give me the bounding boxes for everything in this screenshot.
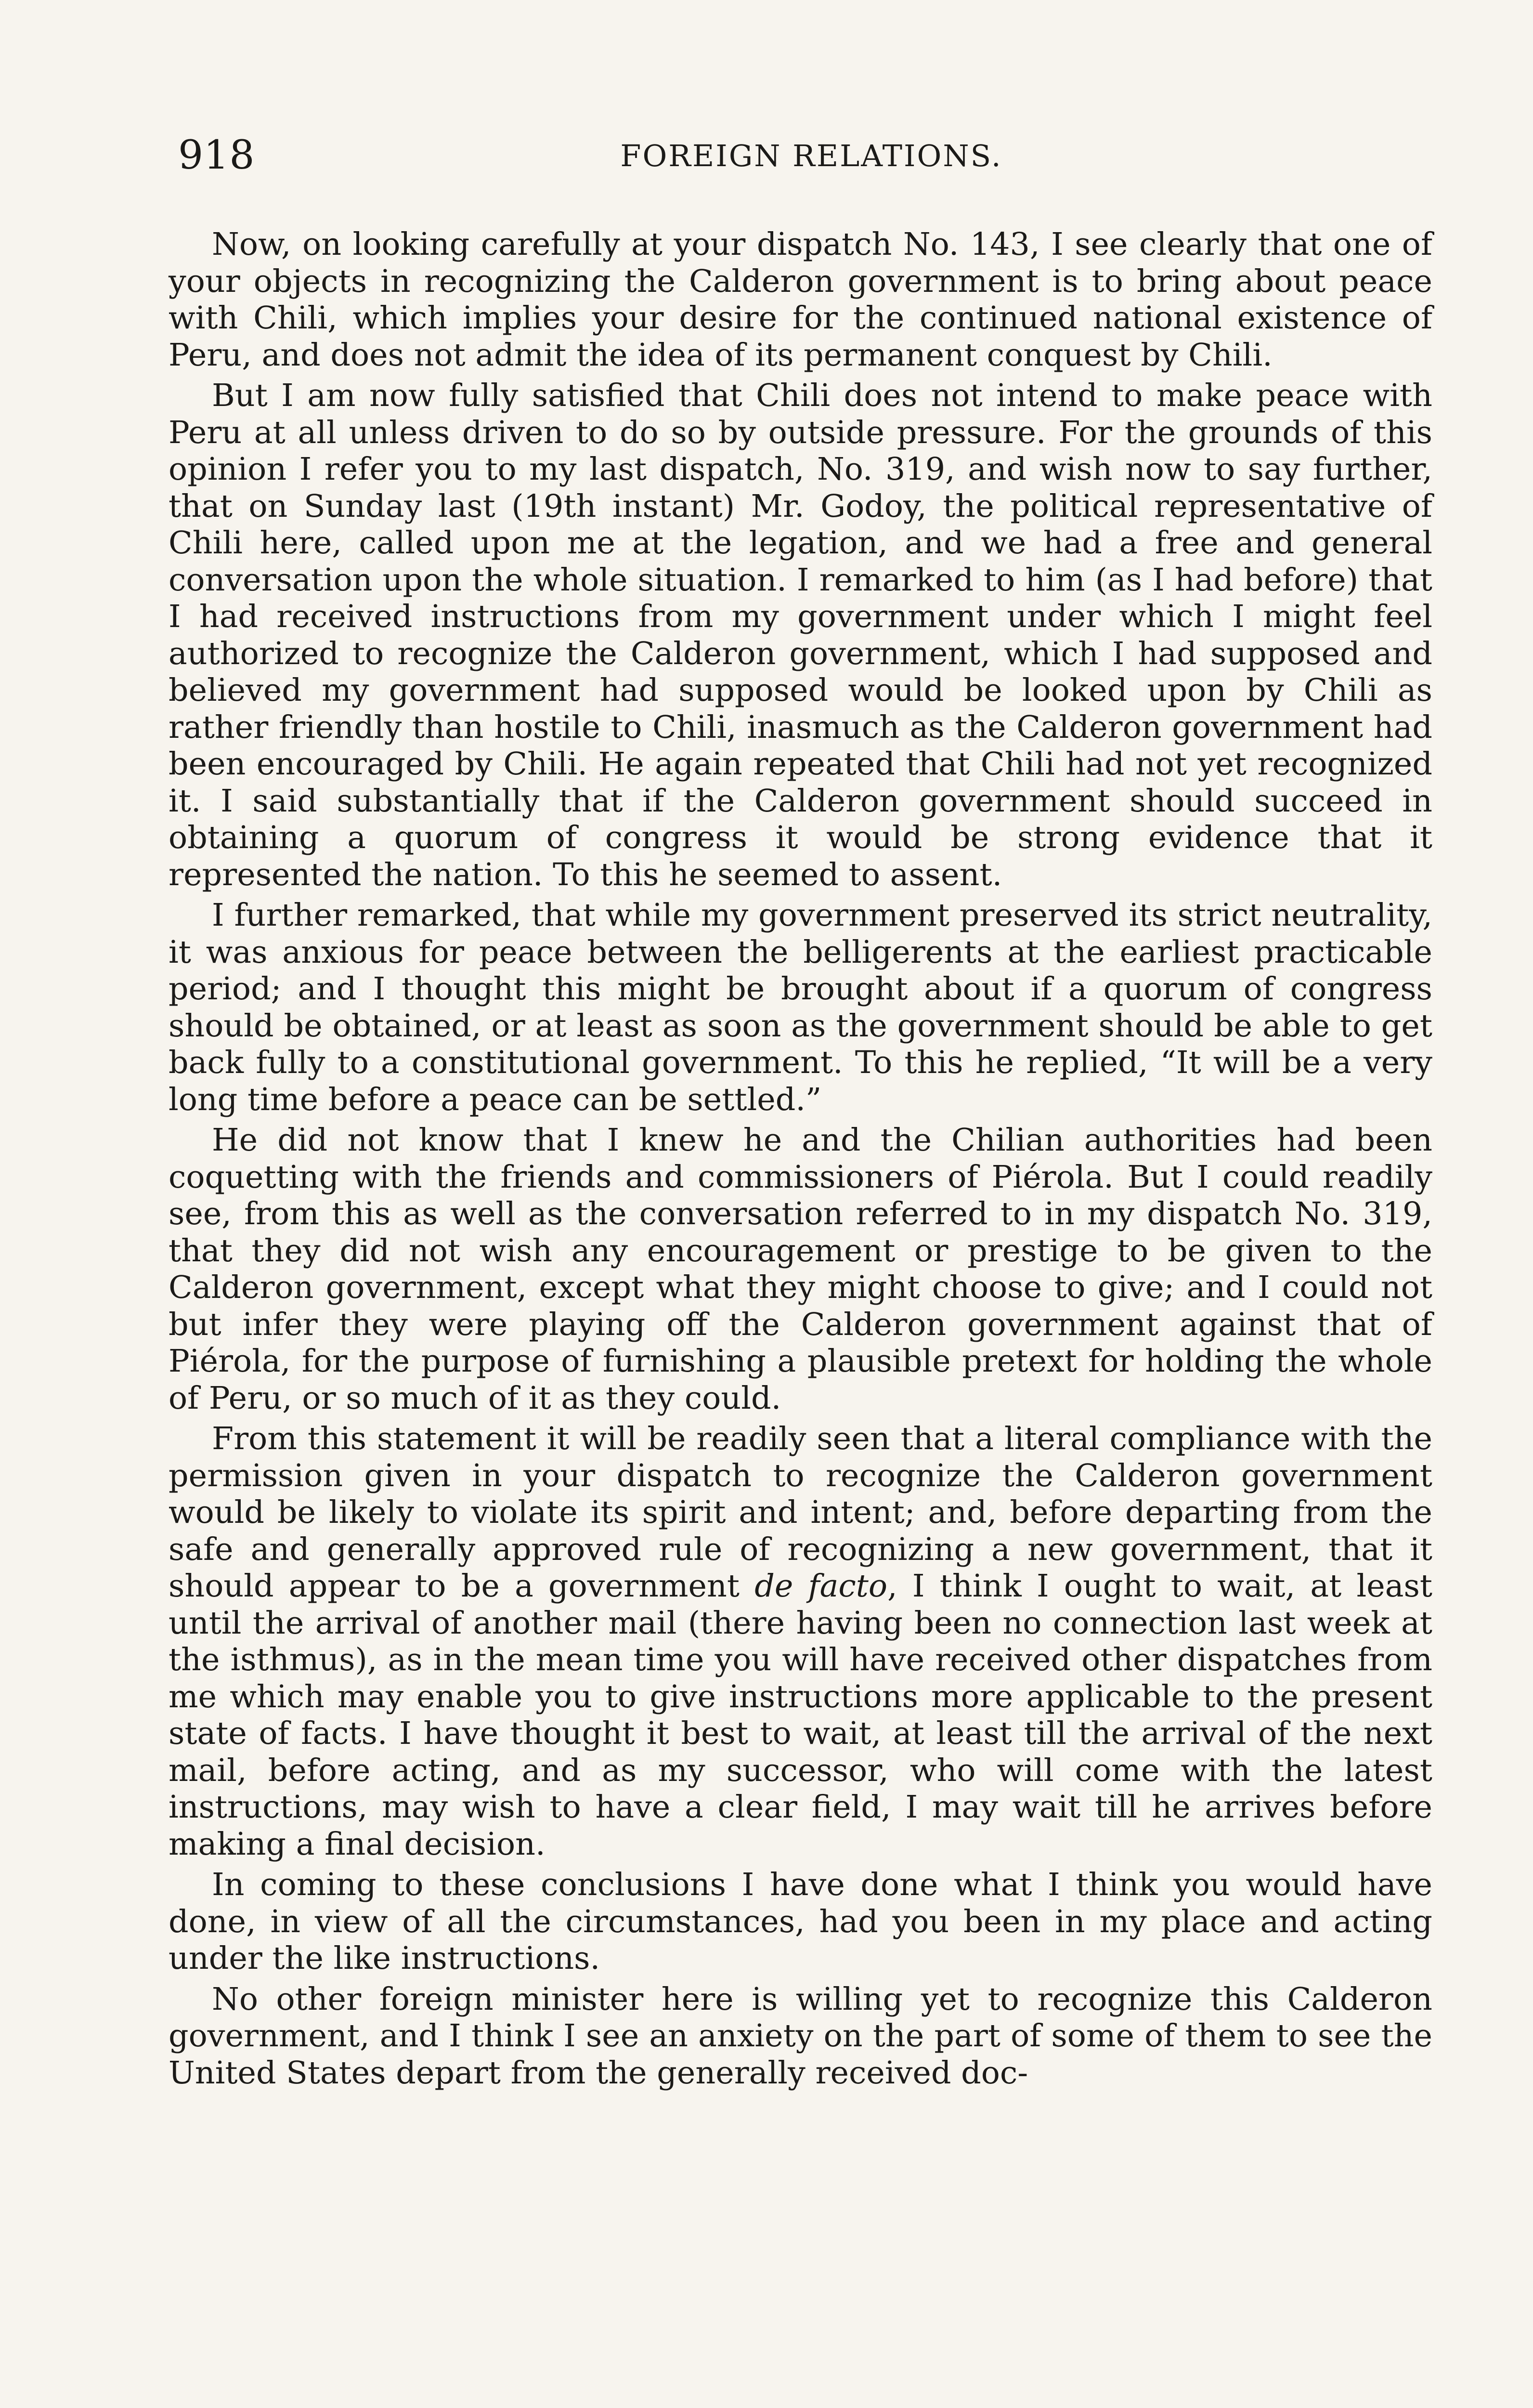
paragraph-3: I further remarked, that while my government preserved its strict neutrality, it was anxious for peace between the belligerents at the earliest practicable period; and I thought this might be brought about if a quorum of congress should be obtained, or at least as soon as the government should be able to get back fully to a constitutional government. To this he replied, “It will be a very long time before a peace can be settled.” bbox=[169, 897, 1432, 1118]
page-number: 918 bbox=[178, 132, 255, 178]
running-title: FOREIGN RELATIONS. bbox=[620, 138, 1002, 173]
paragraph-7: No other foreign minister here is willing yet to recognize this Calderon government, and I think I see an anxiety on the part of some of them to see the United States depart from the generally received doc- bbox=[169, 1981, 1432, 2091]
paragraph-4: He did not know that I knew he and the Chilian authorities had been coquetting with the friends and commissioners of Piérola. But I could readily see, from this as well as the conversation referred to in my dispatch No. 319, that they did not wish any encouragement or prestige to be given to the Calderon government, except what they might choose to give; and I could not but infer they were playing off the Calderon government against that of Piérola, for the purpose of furnishing a plausible pretext for holding the whole of Peru, or so much of it as they could. bbox=[169, 1122, 1432, 1416]
body-text bbox=[169, 226, 1432, 2095]
paragraph-2: But I am now fully satisfied that Chili does not intend to make peace with Peru at all unless driven to do so by outside pressure. For the grounds of this opinion I refer you to my last dispatch, No. 319, and wish now to say further, that on Sunday last (19th instant) Mr. Godoy, the political representative of Chili here, called upon me at the legation, and we had a free and general conversation upon the whole situation. I remarked to him (as I had before) that I had received instructions from my government under which I might feel authorized to recognize the Calderon government, which I had supposed and believed my government had supposed would be looked upon by Chili as rather friendly than hostile to Chili, inasmuch as the Calderon government had been encouraged by Chili. He again repeated that Chili had not yet recognized it. I said substantially that if the Calderon government should succeed in obtaining a quorum of congress it would be strong evidence that it represented the nation. To this he seemed to assent. bbox=[169, 378, 1432, 893]
paragraph-5-italic-term: de facto bbox=[754, 1568, 887, 1604]
paragraph-1: Now, on looking carefully at your dispatch No. 143, I see clearly that one of your objects in recognizing the Calderon government is to bring about peace with Chili, which implies your desire for the continued national existence of Peru, and does not admit the idea of its permanent conquest by Chili. bbox=[169, 226, 1432, 373]
paragraph-6: In coming to these conclusions I have done what I think you would have done, in view of all the circumstances, had you been in my place and acting under the like instructions. bbox=[169, 1867, 1432, 1976]
paragraph-5-text-end: , I think I ought to wait, at least until the arrival of another mail (there having been no connection last week at the isthmus), as in the mean time you will have received other dispatches from me which may enable you to give instructions more applicable to the present state of facts. I have thought it best to wait, at least till the arrival of the next mail, before acting, and as my successor, who will come with the latest instructions, may wish to have a clear field, I may wait till he arrives before making a final decision. bbox=[169, 1568, 1432, 1862]
page-header bbox=[173, 132, 1449, 195]
paragraph-5 bbox=[169, 1421, 1432, 1863]
paragraph-5-text-start: From this statement it will be readily seen that a literal compliance with the permission given in your dispatch to recognize the Calderon government would be likely to violate its spirit and intent; and, before departing from the safe and generally approved rule of recognizing a new government, that it should appear to be a government bbox=[169, 1421, 1432, 1604]
